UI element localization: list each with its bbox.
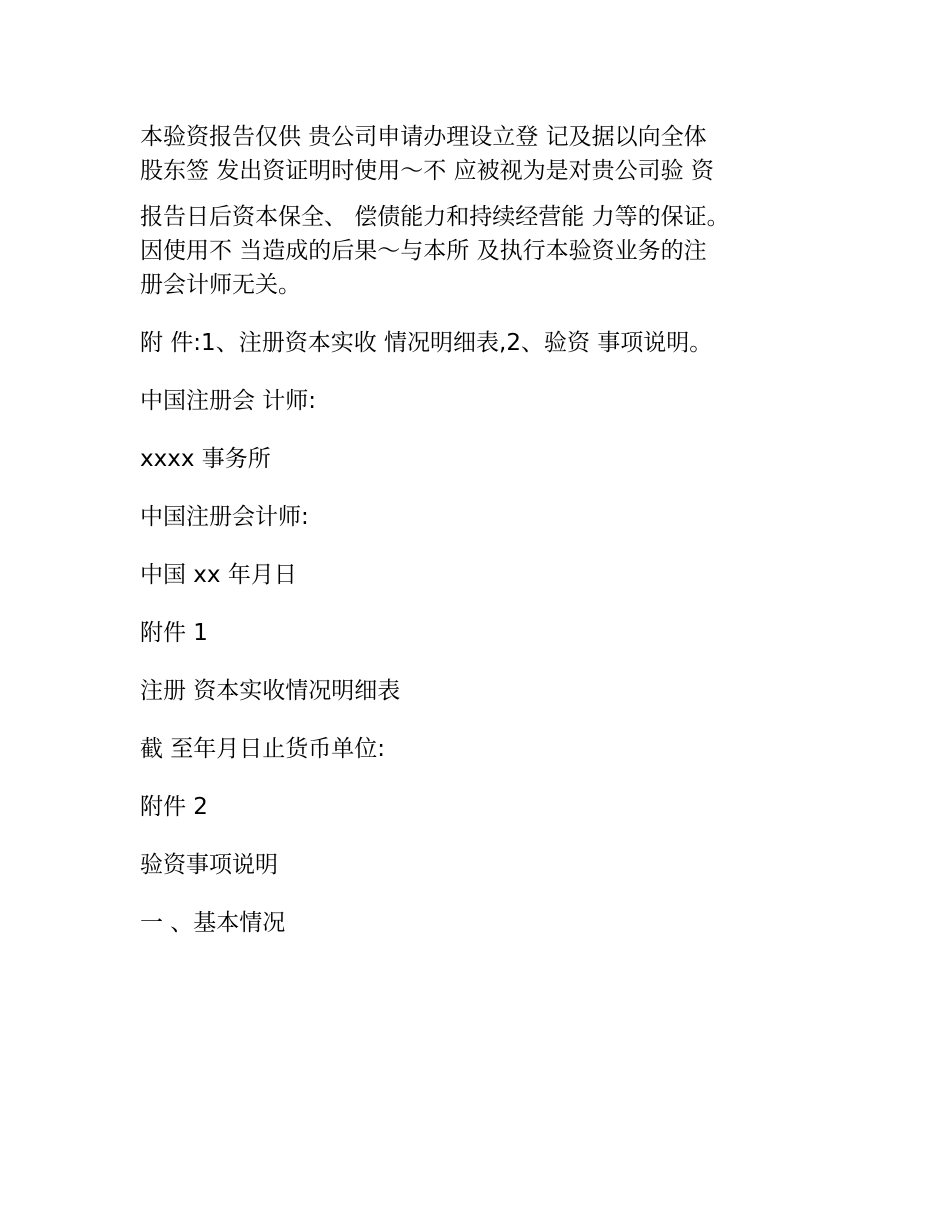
attachment1-cutoff: 截 至年月日止货币单位:	[140, 736, 386, 762]
attachment2-label: 附件 2	[140, 794, 208, 820]
paragraph1-line-3: 报告日后资本保全、 偿债能力和持续经营能 力等的保证。	[140, 204, 730, 230]
firm-name: xxxx 事务所	[140, 446, 271, 472]
signature-date: 中国 xx 年月日	[140, 562, 297, 588]
cpa-signature-1: 中国注册会 计师:	[140, 388, 317, 414]
document-page	[140, 120, 820, 940]
attachment2-title: 验资事项说明	[140, 852, 278, 878]
cpa-signature-2: 中国注册会计师:	[140, 504, 309, 530]
section-heading-basic-info: 一 、基本情况	[140, 910, 286, 936]
paragraph1-line-1: 本验资报告仅供 贵公司申请办理设立登 记及据以向全体	[140, 124, 707, 150]
attachment1-label: 附件 1	[140, 620, 208, 646]
paragraph1-line-2: 股东签 发出资证明时使用～不 应被视为是对贵公司验 资	[140, 158, 714, 184]
paragraph1-line-5: 册会计师无关。	[140, 272, 301, 298]
attachments-note: 附 件:1、注册资本实收 情况明细表,2、验资 事项说明。	[140, 330, 713, 356]
attachment1-title: 注册 资本实收情况明细表	[140, 678, 401, 704]
paragraph1-line-4: 因使用不 当造成的后果～与本所 及执行本验资业务的注	[140, 238, 707, 264]
